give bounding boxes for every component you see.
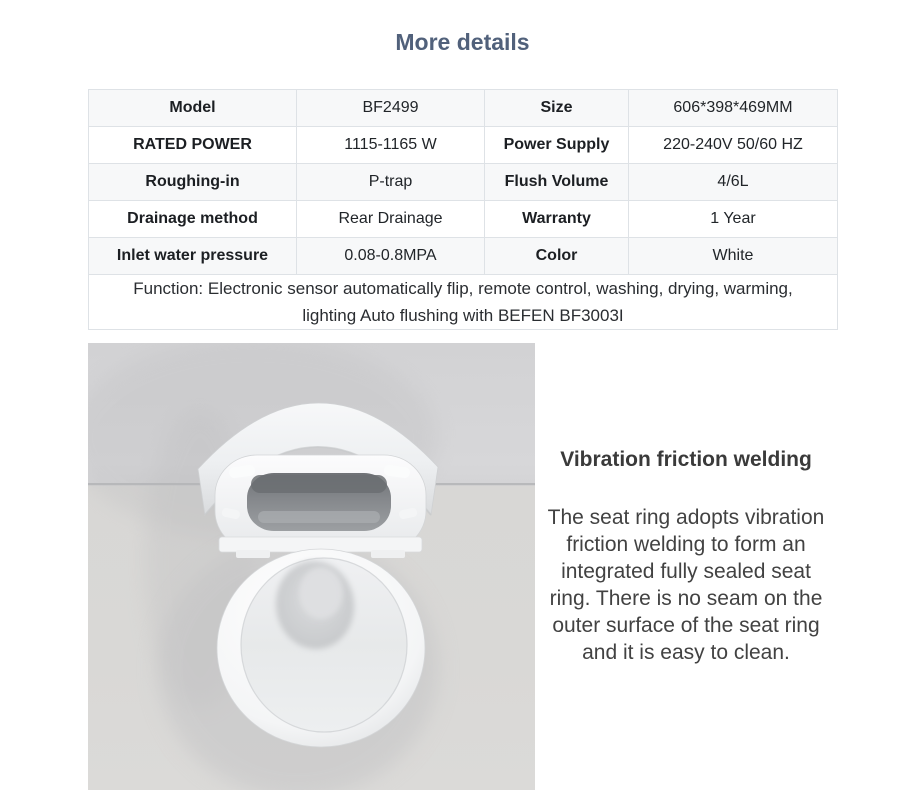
spec-label: Drainage method: [89, 201, 297, 238]
spec-label: Model: [89, 90, 297, 127]
spec-label: Inlet water pressure: [89, 238, 297, 275]
table-row: [89, 90, 838, 127]
spec-value: 4/6L: [629, 164, 838, 201]
spec-label: Roughing-in: [89, 164, 297, 201]
spec-value: 1 Year: [629, 201, 838, 238]
feature-text-column: [535, 333, 837, 780]
spec-label: Power Supply: [485, 127, 629, 164]
feature-block: [88, 343, 837, 790]
function-note: Function: Electronic sensor automatically flip, remote control, washing, drying, warming, lighting Auto flushing with BEFEN BF3003I: [133, 279, 793, 325]
function-row: [89, 275, 838, 330]
table-row: [89, 201, 838, 238]
spec-value: P-trap: [297, 164, 485, 201]
spec-value: 0.08-0.8MPA: [297, 238, 485, 275]
product-photo-toilet-top-view: [88, 343, 535, 790]
spec-label: Flush Volume: [485, 164, 629, 201]
spec-label: RATED POWER: [89, 127, 297, 164]
spec-value: BF2499: [297, 90, 485, 127]
feature-body: The seat ring adopts vibration friction welding to form an integrated fully sealed seat ring. There is no seam on the outer surface of the seat ring and it is easy to clean.: [547, 506, 825, 664]
spec-table: [88, 89, 838, 330]
spec-value: Rear Drainage: [297, 201, 485, 238]
spec-value: White: [629, 238, 838, 275]
table-row: [89, 238, 838, 275]
content-wrapper: [88, 28, 837, 790]
spec-value: 606*398*469MM: [629, 90, 838, 127]
spec-value: 1115-1165 W: [297, 127, 485, 164]
spec-label: Color: [485, 238, 629, 275]
toilet-illustration: [88, 343, 535, 790]
spec-value: 220-240V 50/60 HZ: [629, 127, 838, 164]
feature-heading: Vibration friction welding: [560, 448, 812, 471]
table-row: [89, 127, 838, 164]
page-title: More details: [395, 29, 530, 55]
spec-label: Size: [485, 90, 629, 127]
table-row: [89, 164, 838, 201]
spec-label: Warranty: [485, 201, 629, 238]
